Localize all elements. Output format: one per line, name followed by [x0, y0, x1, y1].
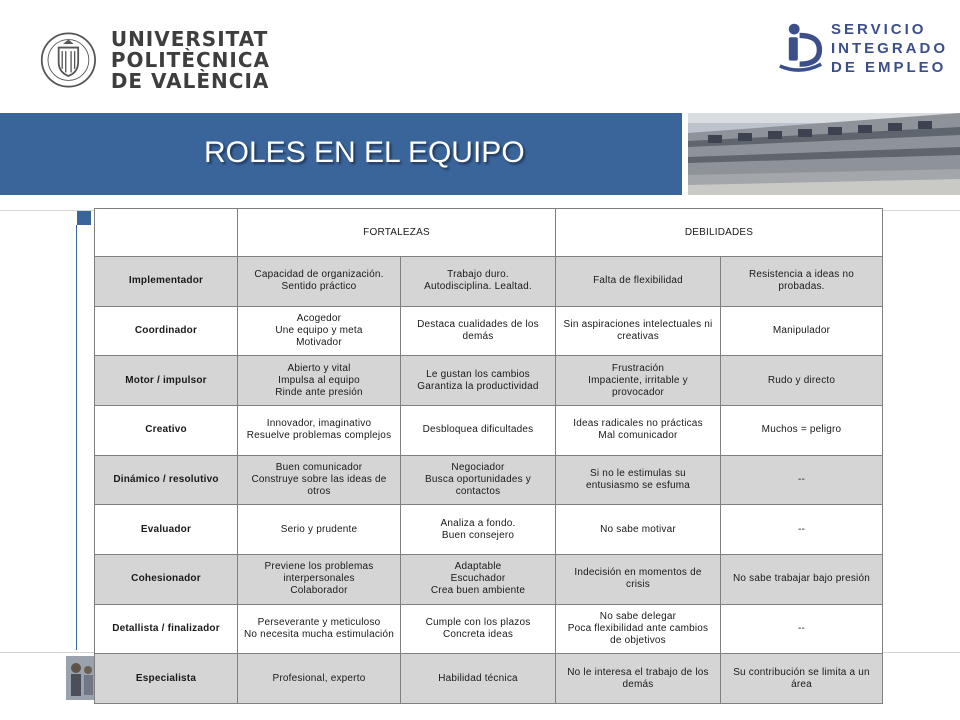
table-row — [95, 405, 883, 455]
weakness-cell: No le interesa el trabajo de los demás — [556, 654, 721, 704]
strength-cell: Innovador, imaginativo Resuelve problemas complejos — [238, 405, 401, 455]
service-mark-icon — [778, 20, 823, 76]
page-title: ROLES EN EL EQUIPO — [204, 136, 525, 169]
header-cell-debilidades: DEBILIDADES — [556, 209, 883, 257]
strength-cell: Adaptable Escuchador Crea buen ambiente — [401, 554, 556, 604]
role-name: Coordinador — [95, 306, 238, 356]
strength-cell: Desbloquea dificultades — [401, 405, 556, 455]
side-rule — [76, 225, 77, 650]
header-cell-role — [95, 209, 238, 257]
service-line-2: INTEGRADO — [831, 39, 948, 57]
strength-cell: Perseverante y meticuloso No necesita mucha estimulación — [238, 604, 401, 654]
role-name: Implementador — [95, 257, 238, 307]
table-row — [95, 306, 883, 356]
upv-logo — [40, 24, 270, 96]
weakness-cell: Indecisión en momentos de crisis — [556, 554, 721, 604]
table-row — [95, 604, 883, 654]
strength-cell: Le gustan los cambios Garantiza la productividad — [401, 356, 556, 406]
strength-cell: Serio y prudente — [238, 505, 401, 555]
service-line-3: DE EMPLEO — [831, 58, 947, 76]
side-marker — [77, 211, 91, 225]
weakness-cell: No sabe motivar — [556, 505, 721, 555]
role-name: Especialista — [95, 654, 238, 704]
weakness-cell: Frustración Impaciente, irritable y provocador — [556, 356, 721, 406]
strength-cell: Abierto y vital Impulsa al equipo Rinde ante presión — [238, 356, 401, 406]
header-cell-fortalezas: FORTALEZAS — [238, 209, 556, 257]
weakness-cell: Sin aspiraciones intelectuales ni creativas — [556, 306, 721, 356]
role-name: Evaluador — [95, 505, 238, 555]
weakness-cell: -- — [721, 455, 883, 505]
people-photo — [66, 656, 96, 700]
university-seal-icon — [40, 28, 97, 92]
role-name: Dinámico / resolutivo — [95, 455, 238, 505]
service-name — [831, 20, 948, 77]
table-row — [95, 505, 883, 555]
weakness-cell: No sabe trabajar bajo presión — [721, 554, 883, 604]
table-row — [95, 257, 883, 307]
weakness-cell: Manipulador — [721, 306, 883, 356]
role-name: Detallista / finalizador — [95, 604, 238, 654]
strength-cell: Cumple con los plazos Concreta ideas — [401, 604, 556, 654]
role-name: Motor / impulsor — [95, 356, 238, 406]
weakness-cell: Ideas radicales no prácticas Mal comunicador — [556, 405, 721, 455]
service-logo — [778, 18, 948, 78]
table-header-row — [95, 209, 883, 257]
weakness-cell: Rudo y directo — [721, 356, 883, 406]
weakness-cell: Resistencia a ideas no probadas. — [721, 257, 883, 307]
weakness-cell: Si no le estimulas su entusiasmo se esfuma — [556, 455, 721, 505]
weakness-cell: No sabe delegar Poca flexibilidad ante cambios de objetivos — [556, 604, 721, 654]
weakness-cell: -- — [721, 604, 883, 654]
weakness-cell: Su contribución se limita a un área — [721, 654, 883, 704]
role-name: Cohesionador — [95, 554, 238, 604]
strength-cell: Habilidad técnica — [401, 654, 556, 704]
building-photo — [688, 113, 960, 195]
roles-table — [94, 208, 883, 704]
strength-cell: Previene los problemas interpersonales Colaborador — [238, 554, 401, 604]
table-row — [95, 356, 883, 406]
weakness-cell: Muchos = peligro — [721, 405, 883, 455]
role-name: Creativo — [95, 405, 238, 455]
strength-cell: Capacidad de organización. Sentido práctico — [238, 257, 401, 307]
strength-cell: Analiza a fondo. Buen consejero — [401, 505, 556, 555]
weakness-cell: -- — [721, 505, 883, 555]
strength-cell: Destaca cualidades de los demás — [401, 306, 556, 356]
university-line-3: DE VALÈNCIA — [110, 68, 270, 93]
university-line-2: POLITÈCNICA — [110, 47, 270, 72]
table-row — [95, 455, 883, 505]
table-row — [95, 654, 883, 704]
weakness-cell: Falta de flexibilidad — [556, 257, 721, 307]
table-row — [95, 554, 883, 604]
strength-cell: Trabajo duro. Autodisciplina. Lealtad. — [401, 257, 556, 307]
service-line-1: SERVICIO — [831, 20, 927, 38]
strength-cell: Profesional, experto — [238, 654, 401, 704]
strength-cell: Buen comunicador Construye sobre las ideas de otros — [238, 455, 401, 505]
university-line-1: UNIVERSITAT — [110, 26, 269, 51]
strength-cell: Acogedor Une equipo y meta Motivador — [238, 306, 401, 356]
strength-cell: Negociador Busca oportunidades y contactos — [401, 455, 556, 505]
university-name — [110, 26, 270, 93]
